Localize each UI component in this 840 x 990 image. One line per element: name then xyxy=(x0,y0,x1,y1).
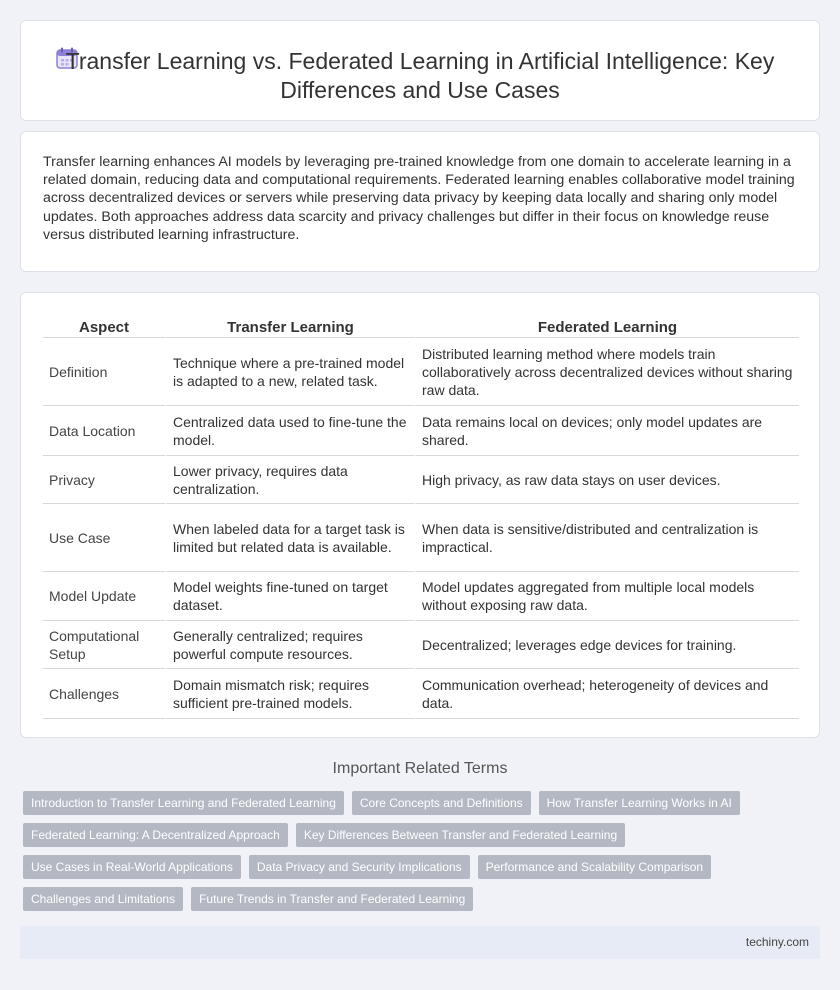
header-aspect: Aspect xyxy=(43,312,165,338)
table-row xyxy=(43,338,799,406)
federated-cell: Decentralized; leverages edge devices for training. xyxy=(414,621,799,669)
table-row xyxy=(43,572,799,621)
federated-cell: High privacy, as raw data stays on user devices. xyxy=(414,456,799,504)
transfer-cell: When labeled data for a target task is limited but related data is available. xyxy=(165,504,414,572)
aspect-cell: Data Location xyxy=(43,406,165,456)
related-term-tag[interactable]: Introduction to Transfer Learning and Federated Learning xyxy=(23,791,344,815)
related-term-tag[interactable]: Key Differences Between Transfer and Federated Learning xyxy=(296,823,625,847)
aspect-cell: Challenges xyxy=(43,669,165,719)
federated-cell: Distributed learning method where models train collaboratively across decentralized devices without sharing raw data. xyxy=(414,338,799,406)
aspect-cell: Use Case xyxy=(43,504,165,572)
federated-cell: Data remains local on devices; only model updates are shared. xyxy=(414,406,799,456)
federated-cell: Communication overhead; heterogeneity of devices and data. xyxy=(414,669,799,719)
transfer-cell: Technique where a pre-trained model is adapted to a new, related task. xyxy=(165,338,414,406)
aspect-cell: Definition xyxy=(43,338,165,406)
header-card xyxy=(20,20,820,121)
tag-row xyxy=(23,887,823,911)
footer xyxy=(20,926,820,959)
transfer-cell: Generally centralized; requires powerful compute resources. xyxy=(165,621,414,669)
aspect-cell: Computational Setup xyxy=(43,621,165,669)
related-term-tag[interactable]: Federated Learning: A Decentralized Approach xyxy=(23,823,288,847)
header-transfer-learning: Transfer Learning xyxy=(165,312,414,338)
tag-row xyxy=(23,855,823,879)
comparison-table xyxy=(43,312,799,719)
table-row xyxy=(43,406,799,456)
tag-row xyxy=(23,823,823,847)
table-row xyxy=(43,504,799,572)
aspect-cell: Model Update xyxy=(43,572,165,621)
intro-card xyxy=(20,131,820,272)
transfer-cell: Centralized data used to fine-tune the model. xyxy=(165,406,414,456)
federated-cell: When data is sensitive/distributed and centralization is impractical. xyxy=(414,504,799,572)
related-term-tag[interactable]: Future Trends in Transfer and Federated Learning xyxy=(191,887,473,911)
table-row xyxy=(43,621,799,669)
related-term-tag[interactable]: Performance and Scalability Comparison xyxy=(478,855,711,879)
related-term-tag[interactable]: How Transfer Learning Works in AI xyxy=(539,791,740,815)
related-term-tag[interactable]: Use Cases in Real-World Applications xyxy=(23,855,241,879)
related-terms-title: Important Related Terms xyxy=(332,760,508,777)
related-term-tag[interactable]: Core Concepts and Definitions xyxy=(352,791,531,815)
related-terms-list xyxy=(23,791,823,919)
transfer-cell: Domain mismatch risk; requires sufficient pre-trained models. xyxy=(165,669,414,719)
related-term-tag[interactable]: Challenges and Limitations xyxy=(23,887,183,911)
header-federated-learning: Federated Learning xyxy=(414,312,799,338)
related-term-tag[interactable]: Data Privacy and Security Implications xyxy=(249,855,470,879)
footer-site-link[interactable]: techiny.com xyxy=(745,935,809,949)
table-row xyxy=(43,669,799,719)
tag-row xyxy=(23,791,823,815)
intro-text: Transfer learning enhances AI models by leveraging pre-trained knowledge from one domain to accelerate learning in a related domain, reducing data and computational requirements. Federated learning enables collaborative model training across decentralized devices or servers while preserving data privacy by keeping data locally and sharing only model updates. Both approaches address data scarcity and privacy challenges but differ in their focus on knowledge reuse versus distributed learning infrastructure. xyxy=(43,154,795,243)
comparison-card xyxy=(20,292,820,738)
page-title: Transfer Learning vs. Federated Learning in Artificial Intelligence: Key Differences and Use Cases xyxy=(65,48,775,103)
transfer-cell: Lower privacy, requires data centralization. xyxy=(165,456,414,504)
transfer-cell: Model weights fine-tuned on target dataset. xyxy=(165,572,414,621)
table-header-row xyxy=(43,312,799,338)
aspect-cell: Privacy xyxy=(43,456,165,504)
federated-cell: Model updates aggregated from multiple local models without exposing raw data. xyxy=(414,572,799,621)
table-row xyxy=(43,456,799,504)
